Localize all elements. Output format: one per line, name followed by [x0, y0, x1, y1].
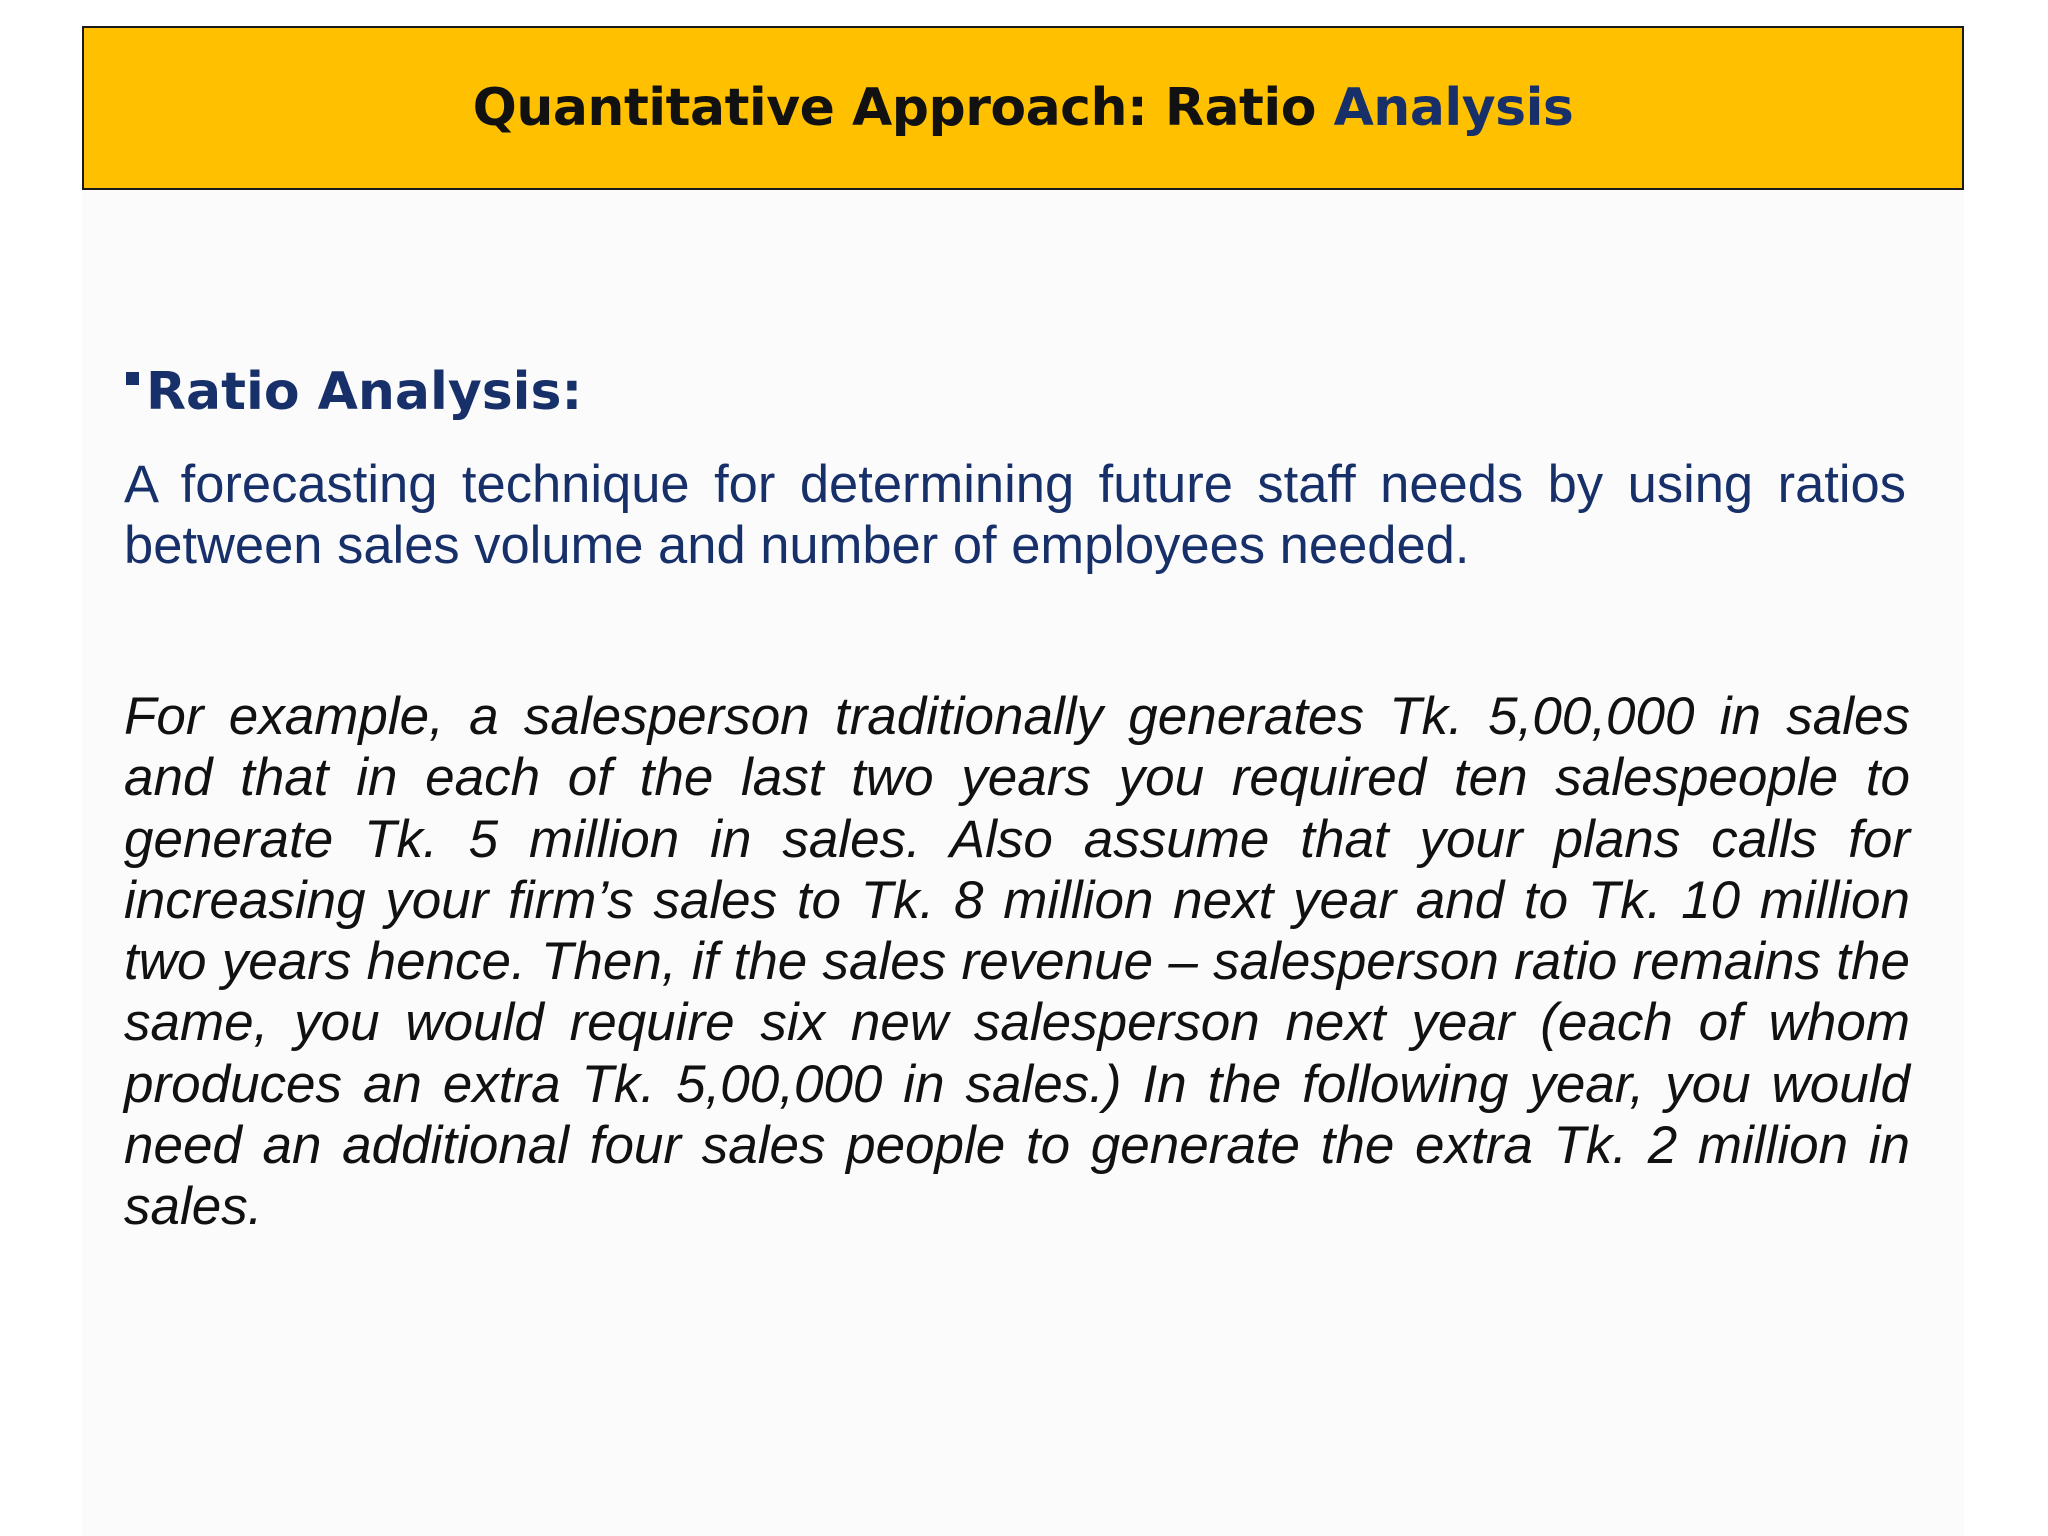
definition-paragraph: A forecasting technique for determining future staff needs by using ratios between sales volume and number of employees needed.: [124, 455, 1906, 575]
example-paragraph: For example, a salesperson traditionally generates Tk. 5,00,000 in sales and that in each of the last two years you required ten salespeople to generate Tk. 5 million in sales. Also assume that your plans calls for increasing your firm’s sales to Tk. 8 million next year and to Tk. 10 million two years hence. Then, if the sales revenue – salesperson ratio remains the same, you would require six new salesperson next year (each of whom produces an extra Tk. 5,00,000 in sales.) In the following year, you would need an additional four sales people to generate the extra Tk. 2 million in sales.: [124, 687, 1910, 1237]
slide-title: [473, 78, 1574, 138]
square-bullet-icon: [126, 372, 139, 385]
section-heading-text: Ratio Analysis:: [146, 362, 583, 422]
title-banner: [82, 26, 1964, 190]
slide-title-accent: Analysis: [1333, 78, 1574, 138]
slide-title-main: Quantitative Approach: Ratio: [472, 78, 1334, 138]
section-heading: [126, 362, 582, 422]
